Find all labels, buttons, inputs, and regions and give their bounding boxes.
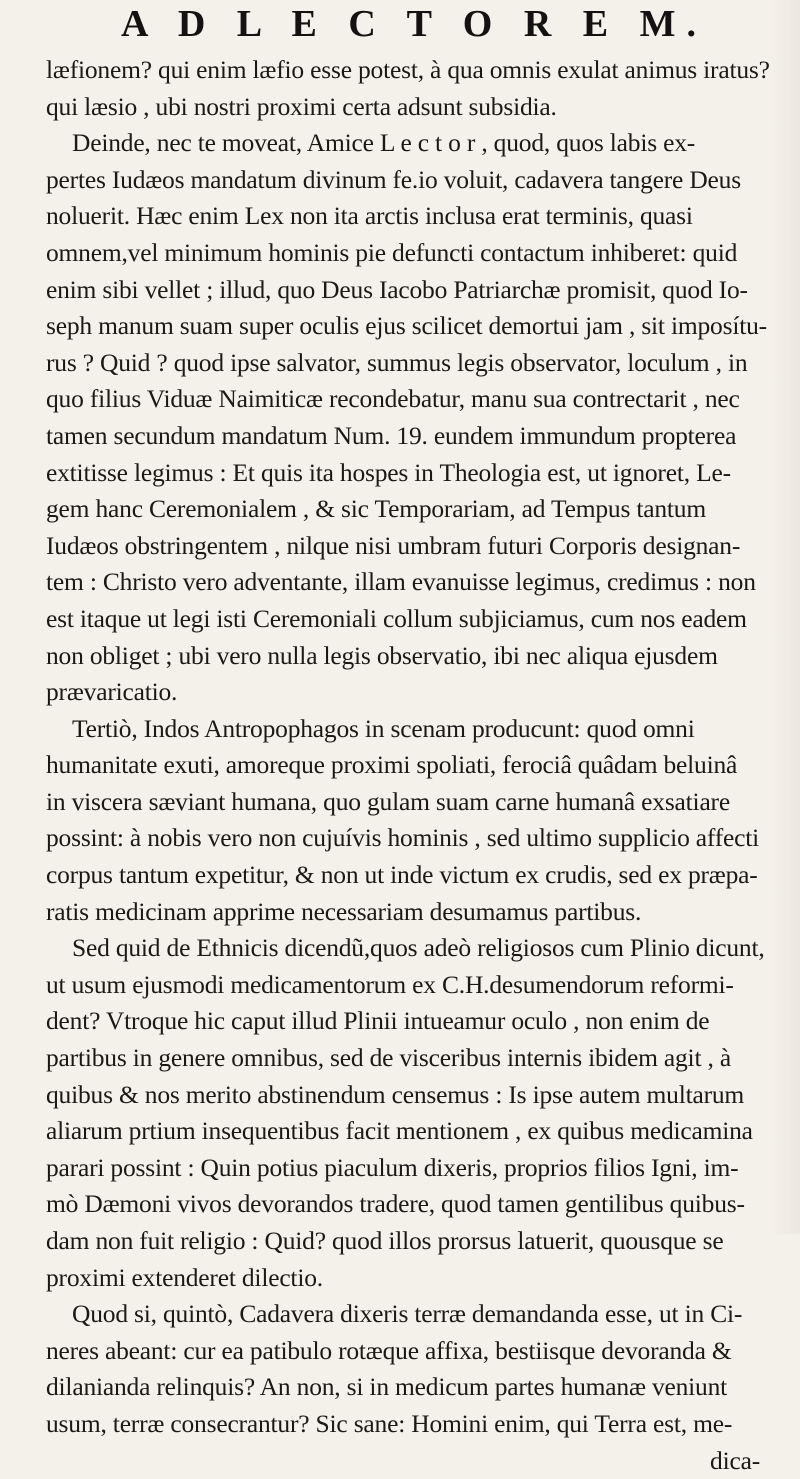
text-line-12: extitisse legimus : Et quis ita hospes in Theologia est, ut ignoret, Le- — [46, 457, 731, 487]
text-line-27: dent? Vtroque hic caput illud Plinii intueamur oculo , non enim de — [46, 1006, 710, 1036]
text-line-10: quo filius Viduæ Naimiticæ recondebatur, manu sua contrectarit , nec — [46, 384, 740, 414]
text-line-9: rus ? Quid ? quod ipse salvator, summus legis observator, loculum , in — [46, 347, 748, 377]
text-line-17: non obliget ; ubi vero nulla legis observatio, ibi nec aliqua ejusdem — [46, 640, 718, 670]
text-line-4: pertes Iudæos mandatum divinum fe.io voluit, cadavera tangere Deus — [46, 164, 741, 194]
text-line-7: enim sibi vellet ; illud, quo Deus Iacobo Patriarchæ promisit, quod Io- — [46, 274, 748, 304]
text-line-21: in viscera sæviant humana, quo gulam suam carne humanâ exsatiare — [46, 786, 730, 816]
text-line-36: neres abeant: cur ea patibulo rotæque affixa, bestiisque devoranda & — [46, 1335, 732, 1365]
text-line-20: humanitate exuti, amoreque proximi spoliati, ferociâ quâdam beluinâ — [46, 750, 738, 780]
text-line-30: aliarum prtium insequentibus facit mentionem , ex quibus medicamina — [46, 1116, 753, 1146]
text-line-18: prævaricatio. — [46, 677, 178, 707]
text-line-13: gem hanc Ceremonialem , & sic Temporariam, ad Tempus tantum — [46, 494, 706, 524]
catchword: dica- — [710, 1445, 760, 1475]
text-line-23: corpus tantum expetitur, & non ut inde victum ex crudis, sed ex præpa- — [46, 860, 758, 890]
text-line-37: dilanianda relinquis? An non, si in medicum partes humanæ veniunt — [46, 1372, 728, 1402]
text-line-22: possint: à nobis vero non cujuívis hominis , sed ultimo supplicio affecti — [46, 823, 760, 853]
text-line-19: Tertiò, Indos Antropophagos in scenam producunt: quod omni — [72, 713, 695, 743]
text-line-16: est itaque ut legi isti Ceremoniali collum subjiciamus, cum nos eadem — [46, 603, 747, 633]
text-line-6: omnem,vel minimum hominis pie defuncti contactum inhiberet: quid — [46, 237, 738, 267]
text-line-14: Iudæos obstringentem , nilque nisi umbram futuri Corporis designan- — [46, 530, 741, 560]
text-line-34: proximi extenderet dilectio. — [46, 1262, 323, 1292]
running-head: A D L E C T O R E M. — [120, 3, 707, 45]
text-line-11: tamen secundum mandatum Num. 19. eundem immundum propterea — [46, 420, 737, 450]
text-line-31: parari possint : Quin potius piaculum dixeris, proprios filios Igni, im- — [46, 1152, 739, 1182]
text-line-28: partibus in genere omnibus, sed de visceribus internis ibidem agit , à — [46, 1043, 731, 1073]
text-line-15: tem : Christo vero adventante, illam evanuisse legimus, credimus : non — [46, 567, 756, 597]
text-line-3: Deinde, nec te moveat, Amice L e c t o r , quod, quos labis ex- — [72, 128, 696, 158]
text-line-2: qui læsio , ubi nostri proximi certa adsunt subsidia. — [46, 91, 557, 121]
text-line-29: quibus & nos merito abstinendum censemus : Is ipse autem multarum — [46, 1079, 745, 1109]
text-line-26: ut usum ejusmodi medicamentorum ex C.H.desumendorum reformi- — [46, 969, 734, 999]
text-line-32: mò Dæmoni vivos devorandos tradere, quod tamen gentilibus quibus- — [46, 1189, 745, 1219]
text-line-5: noluerit. Hæc enim Lex non ita arctis inclusa erat terminis, quasi — [46, 201, 693, 231]
text-line-25: Sed quid de Ethnicis dicendũ,quos adeò religiosos cum Plinio dicunt, — [72, 933, 765, 963]
text-line-33: dam non fuit religio : Quid? quod illos prorsus latuerit, quousque se — [46, 1226, 724, 1255]
text-line-35: Quod si, quintò, Cadavera dixeris terræ demandanda esse, ut in Ci- — [72, 1299, 743, 1329]
text-line-1: læfionem? qui enim læfio esse potest, à qua omnis exulat animus iratus? — [46, 55, 770, 84]
text-line-38: usum, terræ consecrantur? Sic sane: Homini enim, qui Terra est, me- — [46, 1408, 733, 1438]
body-text — [46, 52, 782, 1479]
text-line-24: ratis medicinam apprime necessariam desumamus partibus. — [46, 896, 642, 926]
text-line-8: seph manum suam super oculis ejus scilicet demortui jam , sit imposítu- — [46, 311, 767, 341]
